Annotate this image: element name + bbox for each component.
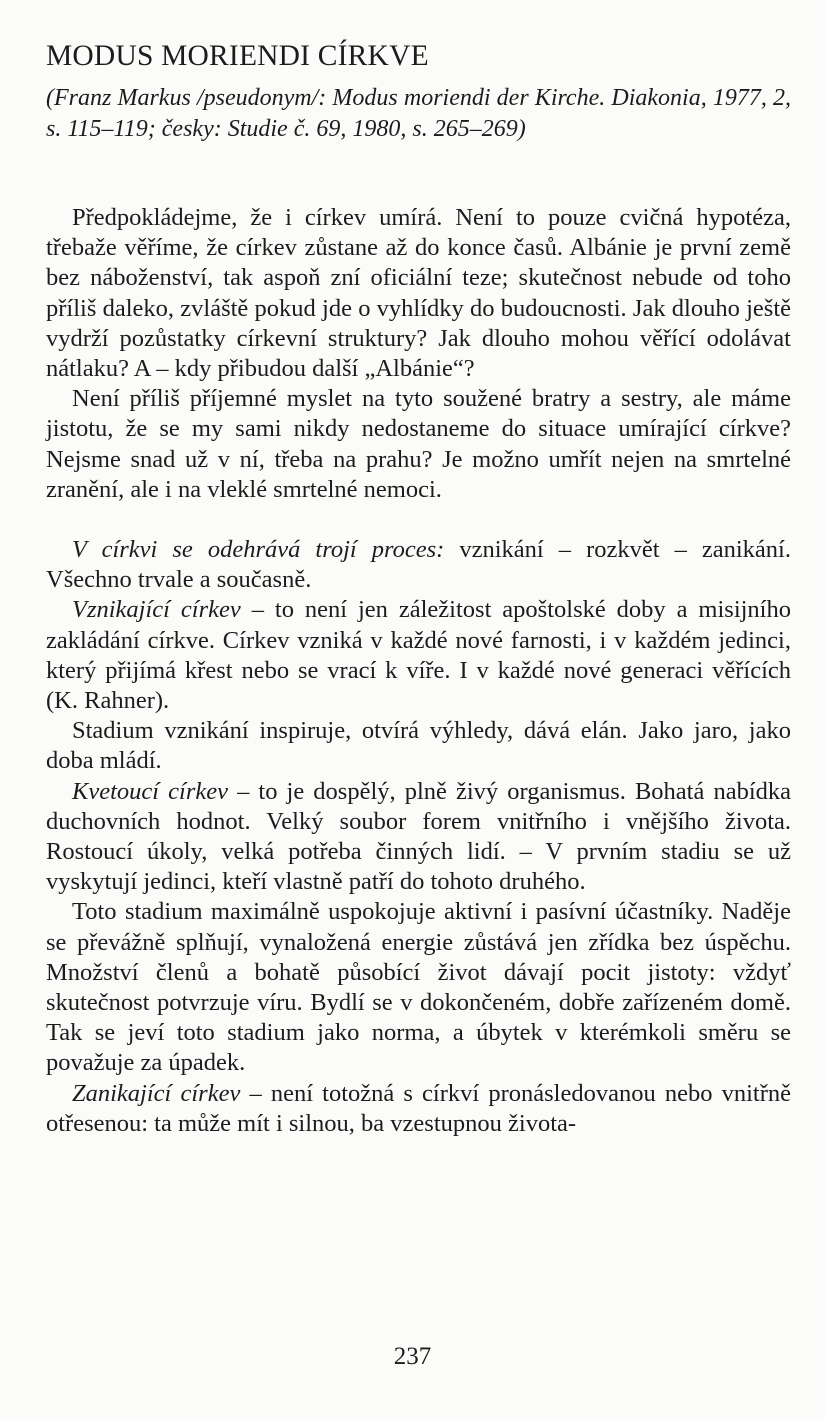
paragraph-text: Stadium vznikání inspiruje, otvírá výhledy, dává elán. Jako jaro, jako doba mládí. xyxy=(46,717,791,775)
paragraph xyxy=(46,384,791,505)
paragraph xyxy=(46,716,791,776)
paragraph xyxy=(46,777,791,898)
paragraph-lead: Vznikající církev xyxy=(72,596,241,624)
paragraph-text: Není příliš příjemné myslet na tyto soužené bratry a sestry, ale máme jistotu, že se my sami nikdy nedostaneme do situace umírající církve? Nejsme snad už v ní, třeba na prahu? Je možno umřít nejen na smrtelné zranění, ale i na vleklé smrtelné nemoci. xyxy=(46,385,791,503)
paragraph-text: – to je dospělý, plně živý organismus. Bohatá nabídka duchovních hodnot. Velký soubor forem vnitřního i vnějšího života. Rostoucí úkoly, velká potřeba činných lidí. – V prvním stadiu se už vyskytují jedinci, kteří vlastně patří do tohoto druhého. xyxy=(46,777,791,896)
page-number: 237 xyxy=(393,1343,432,1370)
paragraph-text: vznikání – rozkvět – zanikání. Všechno trvale a současně. xyxy=(46,536,791,594)
paragraph xyxy=(46,1079,791,1139)
paragraph xyxy=(46,595,791,716)
paragraph-lead: V církvi se odehrává trojí proces: xyxy=(72,536,445,564)
paragraph xyxy=(46,535,791,595)
paragraph-text: Toto stadium maximálně uspokojuje aktivní i pasívní účastníky. Naděje se převážně splňují, vynaložená energie zůstává jen zřídka bez úspěchu. Množství členů a bohatě působící život dávají pocit jistoty: vždyť skutečnost potvrzuje víru. Bydlí se v dokončeném, dobře zařízeném domě. Tak se jeví toto stadium jako norma, a úbytek v kterémkoli směru se považuje za úpadek. xyxy=(46,898,791,1077)
paragraph-lead: Kvetoucí církev xyxy=(72,777,228,805)
section-gap xyxy=(46,505,791,535)
paragraph-text: – to není jen záležitost apoštolské doby a misijního zakládání církve. Církev vzniká v každé nové farnosti, i v každém jedinci, který přijímá křest nebo se vrací k víře. I v každé nové generaci věřících (K. Rahner). xyxy=(46,596,791,715)
paragraph-text: Předpokládejme, že i církev umírá. Není to pouze cvičná hypotéza, třebaže věříme, že církev zůstane až do konce časů. Albánie je první země bez náboženství, tak aspoň zní oficiální teze; skutečnost nebude od toho příliš daleko, zvláště pokud jde o vyhlídky do budoucnosti. Jak dlouho ještě vydrží pozůstatky církevní struktury? Jak dlouho mohou věřící odolávat nátlaku? A – kdy přibudou další „Albánie“? xyxy=(46,204,791,383)
chapter-title: MODUS MORIENDI CÍRKVE xyxy=(46,40,429,72)
paragraph-text: – není totožná s církví pronásledovanou nebo vnitřně otřesenou: ta může mít i silnou, ba vzestupnou života- xyxy=(46,1079,791,1137)
body-text xyxy=(46,203,791,1139)
paragraph xyxy=(46,897,791,1078)
source-citation: (Franz Markus /pseudonym/: Modus moriendi der Kirche. Diakonia, 1977, 2, s. 115–119; česky: Studie č. 69, 1980, s. 265–269) xyxy=(46,85,791,142)
paragraph xyxy=(46,203,791,384)
paragraph-lead: Zanikající církev xyxy=(72,1079,241,1107)
